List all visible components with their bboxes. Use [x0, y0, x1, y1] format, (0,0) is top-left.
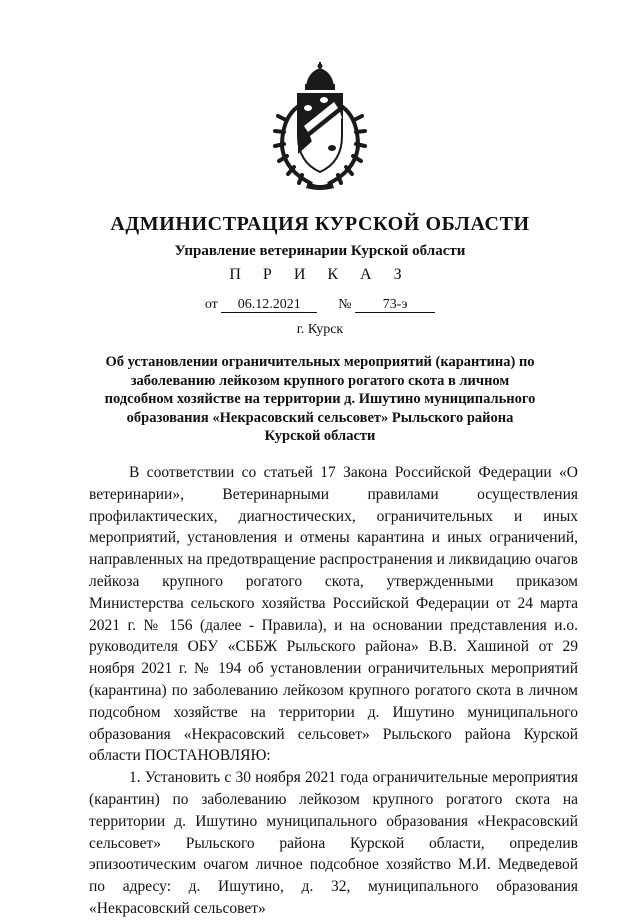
date-prefix: от [204, 297, 218, 312]
document-number: 73-э [355, 298, 435, 313]
number-prefix: № [338, 297, 352, 312]
document-date-number-line [0, 297, 640, 313]
document-city: г. Курск [296, 322, 344, 337]
document-type: П Р И К А З [229, 266, 411, 283]
organization-title: АДМИНИСТРАЦИЯ КУРСКОЙ ОБЛАСТИ [110, 213, 530, 235]
body-paragraph-preamble: В соответствии со статьей 17 Закона Российской Федерации «О ветеринарии», Ветеринарными правилами осуществления профилактических, диагностических, ограничительных и иных мероприятий, установления и отмены карантина и иных ограничений, направленных на предотвращение распространения и ликвидацию очагов лейкоза крупного рогатого скота, утвержденными приказом Министерства сельского хозяйства Российской Федерации от 24 марта 2021 г. № 156 (далее - Правила), и на основании представления и.о. руководителя ОБУ «СББЖ Рыльского района» В.В. Хашиной от 29 ноября 2021 г. № 194 об установлении ограничительных мероприятий (карантина) по заболеванию лейкозом крупного рогатого скота в личном подсобном хозяйстве на территории д. Ишутино муниципального образования «Некрасовский сельсовет» Рыльского района Курской области ПОСТАНОВЛЯЮ: [89, 464, 578, 765]
order-title: Об установлении ограничительных мероприятий (карантина) по заболеванию лейкозом крупного рогатого скота в личном подсобном хозяйстве на территории д. Ишутино муниципального образования «Некрасовский сельсовет» Рыльского района Курской области [104, 354, 536, 444]
body-paragraph-item-1: 1. Установить с 30 ноября 2021 года ограничительные мероприятия (карантин) по заболеванию лейкозом крупного рогатого скота на территории д. Ишутино муниципального образования «Некрасовский сельсовет» Рыльского района Курской области, определив эпизоотическим очагом личное подсобное хозяйство М.И. Медведевой по адресу: д. Ишутино, д. 32, муниципального образования «Некрасовский сельсовет» [89, 769, 578, 917]
coat-of-arms-icon [272, 62, 368, 190]
department-subtitle: Управление ветеринарии Курской области [174, 243, 466, 259]
document-date: 06.12.2021 [221, 298, 317, 313]
document-body [89, 462, 578, 920]
coat-of-arms-emblem [272, 62, 368, 190]
